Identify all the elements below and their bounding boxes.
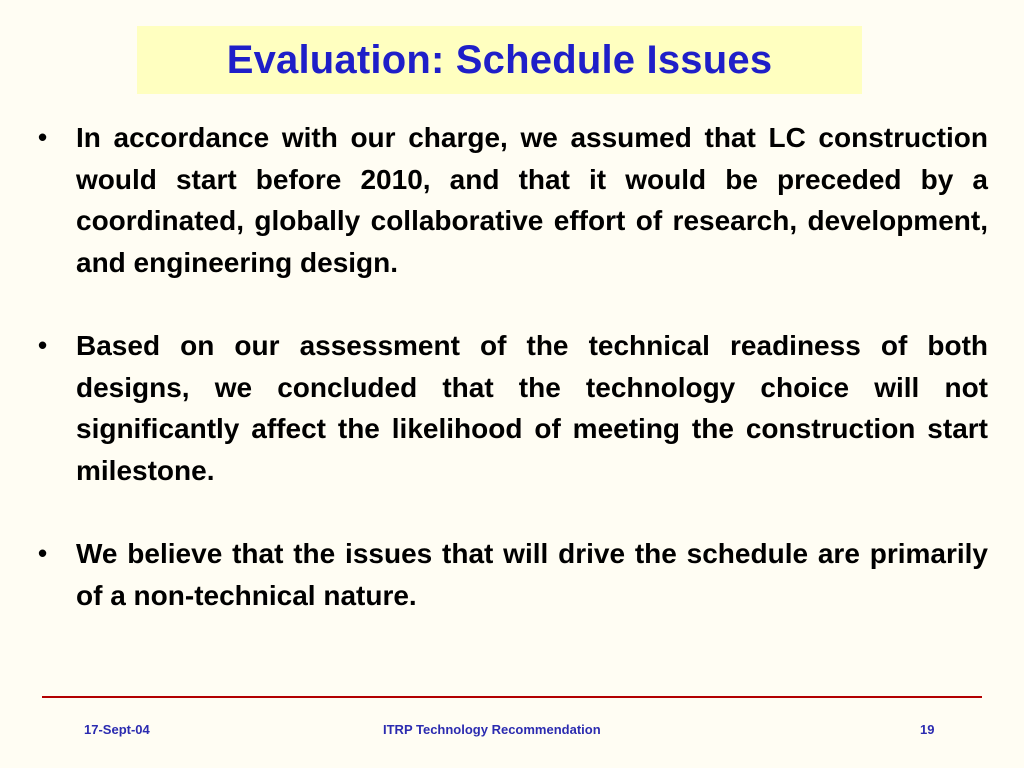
bullet-item [38, 117, 988, 283]
footer-date: 17-Sept-04 [84, 722, 150, 737]
bullet-item [38, 325, 988, 491]
slide-title: Evaluation: Schedule Issues [226, 37, 773, 82]
bullet-text: In accordance with our charge, we assumed that LC construction would start before 2010, and that it would be preceded by a coordinated, globally collaborative effort of research, development, and engineering design. [76, 122, 988, 278]
title-box [137, 26, 862, 94]
bullet-text: Based on our assessment of the technical readiness of both designs, we concluded that the technology choice will not significantly affect the likelihood of meeting the construction start milestone. [76, 330, 988, 486]
footer-page-number: 19 [920, 722, 935, 737]
footer-presentation-title: ITRP Technology Recommendation [383, 722, 601, 737]
bullet-marker: • [38, 122, 48, 152]
bullet-marker: • [38, 538, 48, 568]
bullet-text: We believe that the issues that will drive the schedule are primarily of a non-technical nature. [76, 538, 988, 611]
bullet-marker: • [38, 330, 48, 360]
bullet-list [38, 117, 988, 616]
footer-divider [42, 696, 982, 698]
bullet-item [38, 533, 988, 616]
